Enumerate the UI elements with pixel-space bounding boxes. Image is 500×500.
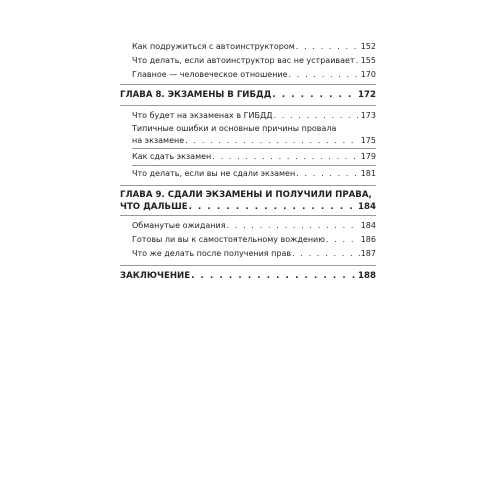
toc-entry-title: Обманутые ожидания [132,221,226,230]
toc-entry[interactable] [120,247,376,261]
conclusion-title: ЗАКЛЮЧЕНИЕ [120,271,191,281]
toc-entry-title: Что делать, если вы не сдали экзамен [132,169,296,178]
toc-entry[interactable] [120,68,376,82]
toc-entry-page: 175 [360,136,376,145]
toc-chapter-9[interactable] [120,189,376,213]
dot-leader [273,109,359,123]
chapter-page: 172 [358,90,376,100]
section-divider [120,105,376,106]
toc-entry-title: Как сдать экзамен [132,152,212,161]
toc-entry[interactable] [120,40,376,54]
toc-entry-page: 173 [360,111,376,120]
dot-leader [289,68,360,82]
toc-entry-page: 187 [360,249,376,258]
section-divider [120,84,376,85]
dot-leader [272,88,357,103]
toc-entry-page: 186 [360,235,376,244]
toc-entry[interactable] [120,167,376,181]
toc-entry-title: Что будет на экзаменах в ГИБДД [132,111,273,120]
chapter-title: ГЛАВА 8. ЭКЗАМЕНЫ В ГИБДД [120,90,272,100]
toc-conclusion[interactable] [120,269,376,284]
dot-leader [191,269,357,284]
dot-leader [292,247,360,261]
section-divider [120,185,376,186]
toc-entry[interactable] [120,219,376,233]
toc-group-1 [120,40,376,82]
chapter-page: 184 [358,202,376,212]
toc-entry-title: Готовы ли вы к самостоятельному вождению [132,235,325,244]
toc-entry[interactable] [120,54,376,68]
toc-entry-title: Как подружиться с автоинструктором [132,42,295,51]
toc-entry-title-line2: на экзамене [132,136,185,145]
dot-leader [212,150,359,164]
toc-group-2 [120,109,376,181]
dot-leader [227,219,360,233]
toc-entry[interactable] [120,109,376,123]
dot-leader [296,167,360,181]
toc-entry-page: 184 [360,221,376,230]
dot-leader [356,54,360,68]
section-divider [120,215,376,216]
toc-entry-page: 179 [360,152,376,161]
chapter-title-line2: ЧТО ДАЛЬШЕ [120,202,188,212]
toc-entry-page: 152 [360,42,376,51]
toc-chapter-8[interactable] [120,88,376,103]
chapter-title-line1: ГЛАВА 9. СДАЛИ ЭКЗАМЕНЫ И ПОЛУЧИЛИ ПРАВА, [120,190,372,200]
dot-leader [189,201,357,213]
toc-group-3 [120,219,376,261]
dot-leader [326,233,360,247]
entry-divider [132,165,376,166]
toc-entry[interactable] [120,233,376,247]
toc-entry-page: 170 [360,70,376,79]
toc-entry-title: Главное — человеческое отношение [132,70,288,79]
conclusion-page: 188 [358,271,376,281]
toc-entry-page: 155 [360,56,376,65]
section-divider [120,265,376,266]
toc-entry-title: Что делать, если автоинструктор вас не устраивает [132,56,355,65]
toc-entry[interactable] [120,150,376,164]
entry-divider [132,148,376,149]
toc-entry-page: 181 [360,169,376,178]
toc-entry-title-line1: Типичные ошибки и основные причины провала [132,124,337,133]
toc-entry[interactable] [120,123,376,147]
table-of-contents [120,40,376,284]
dot-leader [296,40,360,54]
dot-leader [185,135,360,147]
toc-entry-title: Что же делать после получения прав [132,249,292,258]
